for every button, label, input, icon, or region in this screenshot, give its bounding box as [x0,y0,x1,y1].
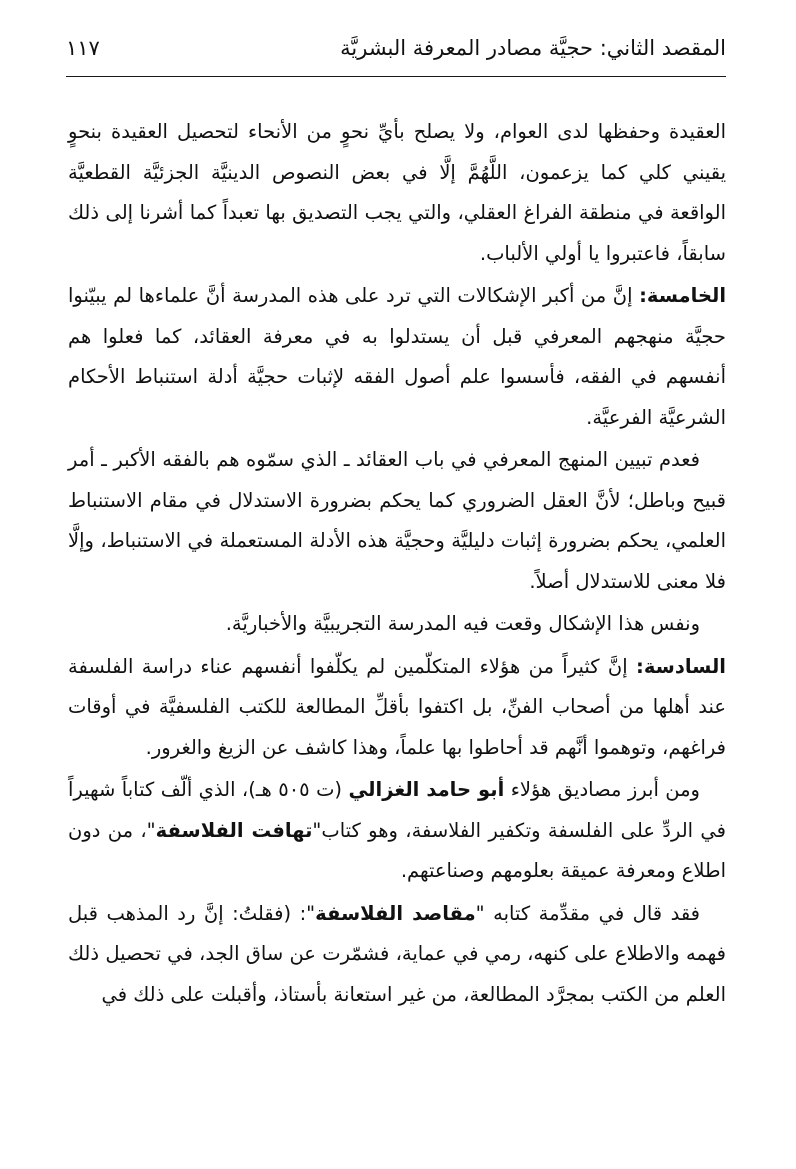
point-label: الخامسة: [639,284,726,307]
paragraph-text: العقيدة وحفظها لدى العوام، ولا يصلح بأيِّ نحوٍ من الأنحاء لتحصيل العقيدة بنحوٍ يقيني كلي كما يزعمون، اللَّهُمَّ إلَّا في بعض النصوص الدينيَّة الجزئيَّة القطعيَّة الواقعة في منطقة الفراغ العقلي، والتي يجب التصديق بها تعبداً كما أشرنا إلى ذلك سابقاً، فاعتبروا يا أولي الألباب. [68,120,726,265]
paragraph [68,770,726,892]
paragraph-text: فعدم تبيين المنهج المعرفي في باب العقائد ـ الذي سمّوه هم بالفقه الأكبر ـ أمر قبيح وباطل؛ لأنَّ العقل الضروري كما يحكم بضرورة الاستدلال في مقام الاستنباط العلمي، يحكم بضرورة إثبات دليليَّة وحجيَّة هذه الأدلة المستعملة في الاستنباط، وإلَّا فلا معنى للاستدلال أصلاً. [68,448,726,593]
author-name: أبو حامد الغزالي [348,778,505,801]
header-divider [66,76,726,77]
page-number: ١١٧ [66,35,100,60]
paragraph-text: فقد قال في مقدِّمة كتابه " [475,901,701,925]
paragraph-text: (ت ٥٠٥ هـ)، الذي ألّف كتاباً شهيراً في الردِّ على الفلسفة وتكفير الفلاسفة، وهو كتاب" [68,778,727,842]
paragraph-text: ومن أبرز مصاديق هؤلاء [504,778,700,801]
running-header [66,22,726,74]
paragraph-point-five [68,276,726,438]
paragraph [68,894,726,1016]
body-text [68,112,726,1015]
chapter-title: المقصد الثاني: حجيَّة مصادر المعرفة البشريَّة [340,35,726,60]
paragraph-text: إنَّ من أكبر الإشكالات التي ترد على هذه المدرسة أنَّ علماءها لم يبيّنوا حجيَّة منهجهم المعرفي قبل أن يستدلوا به في معرفة العقائد، كما فعلوا هم أنفسهم في الفقه، فأسسوا علم أصول الفقه لإثبات حجيَّة أدلة استنباط الأحكام الشرعيَّة الفرعيَّة. [68,284,726,429]
point-label: السادسة: [636,654,726,678]
paragraph-text: إنَّ كثيراً من هؤلاء المتكلّمين لم يكلّفوا أنفسهم عناء دراسة الفلسفة عند أهلها من أصحاب الفنِّ، بل اكتفوا بأقلِّ المطالعة للكتب الفلسفيَّة في أوقات فراغهم، وتوهموا أنَّهم قد أحاطوا بها علماً، وهذا كاشف عن الزيغ والغرور. [68,654,726,759]
book-title: تهافت الفلاسفة [155,818,313,842]
paragraph-point-six [68,647,726,769]
paragraph [68,440,726,602]
paragraph-text: "، من دون اطلاع ومعرفة عميقة بعلومهم وصناعتهم. [68,818,726,882]
paragraph-text: ": (فقلتُ: إنَّ رد المذهب قبل فهمه والاطلاع على كنهه، رمي في عماية، فشمّرت عن ساق الجد، في تحصيل ذلك العلم من الكتب بمجرَّد المطالعة، من غير استعانة بأستاذ، وأقبلت على ذلك في [68,901,726,1006]
paragraph [68,112,726,274]
book-title: مقاصد الفلاسفة [315,901,476,925]
paragraph-text: ونفس هذا الإشكال وقعت فيه المدرسة التجريبيَّة والأخباريَّة. [225,612,700,635]
paragraph [68,604,726,645]
